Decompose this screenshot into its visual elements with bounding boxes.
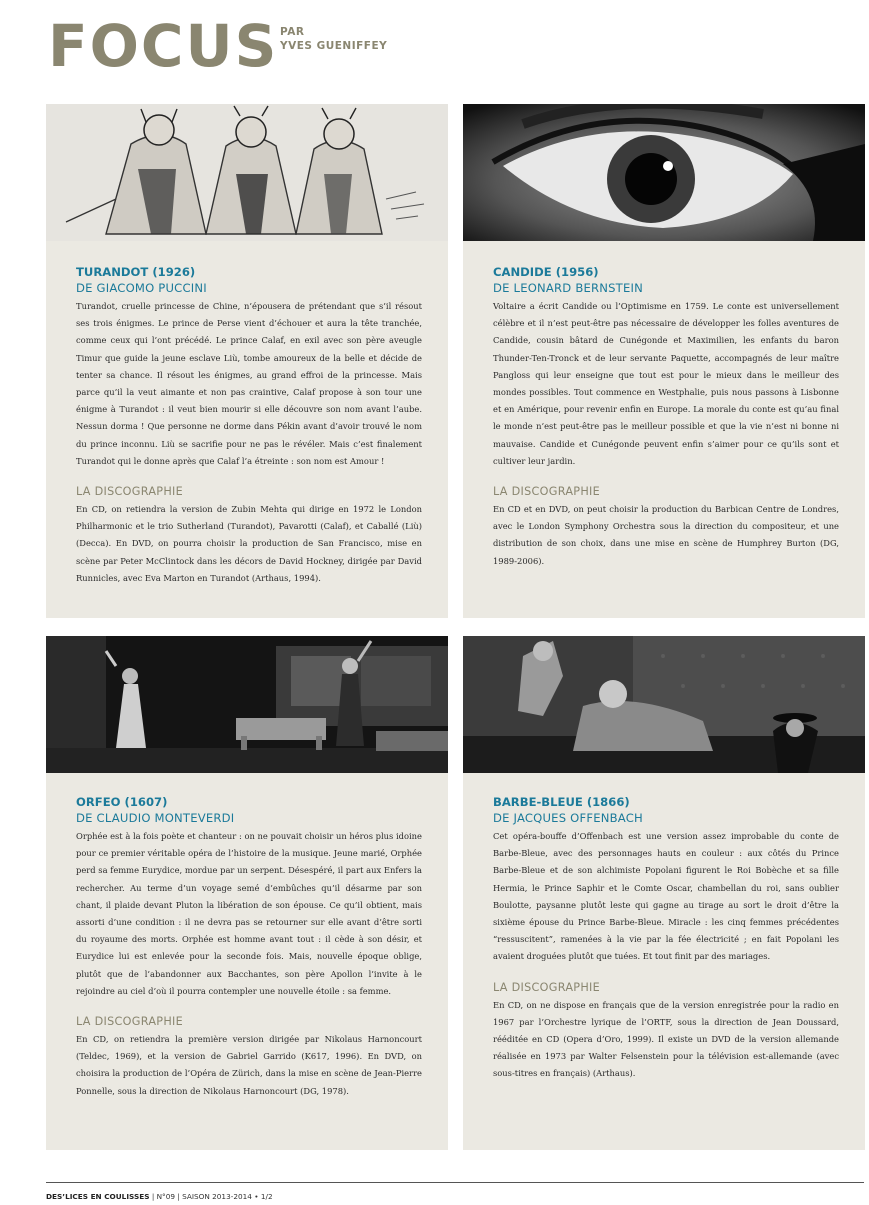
article-card-barbe-bleue [463,636,865,1150]
discography-heading: LA DISCOGRAPHIE [493,485,601,499]
card-photo [46,104,448,241]
byline-author: YVES GUENIFFEY [280,40,388,52]
card-photo [463,636,865,773]
article-card-turandot [46,104,448,618]
card-composer: DE GIACOMO PUCCINI [76,281,207,295]
card-composer: DE JACQUES OFFENBACH [493,811,643,825]
page-footer [46,1192,273,1202]
barbe-bleue-stage-image [463,636,865,773]
card-title: TURANDOT (1926) [76,265,196,279]
card-photo [46,636,448,773]
card-body [76,264,422,587]
card-synopsis: Cet opéra-bouffe d’Offenbach est une version assez improbable du conte de Barbe-Bleue, avec des personnages hauts en couleur : aux côtés du Prince Barbe-Bleue et de son alchimiste Popolani figurent le Roi Bobèche et sa fille Hermia, le Prince Saphir et le Comte Oscar, chambellan du roi, sans oublier Boulotte, paysanne plutôt leste qui gagne au tirage au sort le droit d’être la sixième épouse du Prince Barbe-Bleue. Miracle : les cinq femmes précédentes “ressuscitent”, ramenées à la vie par la fée électricité ; en fait Popolani les avaient droguées plutôt que tuées. Et tout finit par des mariages. [493,831,839,962]
discography-heading: LA DISCOGRAPHIE [493,980,601,994]
article-card-candide [463,104,865,618]
orfeo-stage-image [46,636,448,773]
card-composer: DE CLAUDIO MONTEVERDI [76,811,235,825]
discography-text: En CD, on ne dispose en français que de la version enregistrée pour la radio en 1967 par l’Orchestre lyrique de l’ORTF, sous la direction de Jean Doussard, rééditée en CD (Opera d’Oro, 1999). Il existe un DVD de la version allemande réalisée en 1973 par Walter Felsenstein pour la télévision est-allemande (avec sous-titres en français) (Arthaus). [493,999,839,1079]
card-body [493,794,839,1083]
eye-closeup-image [463,104,865,241]
article-card-orfeo [46,636,448,1150]
discography-heading: LA DISCOGRAPHIE [76,1015,184,1029]
card-photo [463,104,865,241]
card-composer: DE LEONARD BERNSTEIN [493,281,643,295]
discography-text: En CD, on retiendra la version de Zubin Mehta qui dirige en 1972 le London Philharmonic et le trio Sutherland (Turandot), Pavarotti (Calaf), et Caballé (Liù) (Decca). En DVD, on pourra choisir la production de San Francisco, mise en scène par Peter McClintock dans les décors de David Hockney, dirigée par David Runnicles, avec Eva Marton en Turandot (Arthaus, 1994). [76,504,422,583]
discography-text: En CD, on retiendra la première version dirigée par Nikolaus Harnoncourt (Teldec, 1969), et la version de Gabriel Garrido (K617, 1996). En DVD, on choisira la production de l’Opéra de Zürich, dans la mise en scène de Jean-Pierre Ponnelle, sous la direction de Nikolaus Harnoncourt (DG, 1978). [76,1034,422,1096]
card-title: BARBE-BLEUE (1866) [493,795,630,809]
page-title: FOCUS [48,12,279,80]
byline [280,25,387,53]
footer-issue: | N°09 | SAISON 2013-2014 • 1/2 [151,1192,273,1201]
footer-divider [46,1182,864,1183]
card-synopsis: Voltaire a écrit Candide ou l’Optimisme en 1759. Le conte est universellement célèbre et il n’est peut-être pas nécessaire de développer les folles aventures de Candide, cousin bâtard de Cunégonde et Maximilien, les enfants du baron Thunder-Ten-Tronck et de leur servante Paquette, accompagnés de leur maître Pangloss qui leur enseigne que tout est pour le mieux dans le meilleur des mondes possibles. Tout commence en Westphalie, puis nous passons à Lisbonne et en Amérique, pour revenir enfin en Europe. La morale du conte est qu’au final le monde n’est peut-être pas le meilleur possible et que la vie n’est ni bonne ni mauvaise. Candide et Cunégonde peuvent enfin s’aimer pour ce qu’ils sont et cultiver leur jardin. [493,301,839,466]
card-synopsis: Orphée est à la fois poète et chanteur : on ne pouvait choisir un héros plus idoine pour ce premier véritable opéra de l’histoire de la musique. Jeune marié, Orphée perd sa femme Eurydice, mordue par un serpent. Désespéré, il part aux Enfers la rechercher. Au terme d’un voyage semé d’embûches qu’il désarme par son chant, il plaide devant Pluton la libération de son épouse. Ce qu’il obtient, mais assorti d’une condition : il ne devra pas se retourner sur elle avant d’être sorti du royaume des morts. Orphée est homme avant tout : il cède à son désir, et Eurydice lui est enlevée pour la seconde fois. Mais, nouvelle époque oblige, plutôt que de l’abandonner aux Bacchantes, son père Apollon l’invite à le rejoindre au ciel d’où il pourra contempler une nouvelle étoile : sa femme. [76,831,422,996]
byline-par: PAR [280,26,305,38]
discography-heading: LA DISCOGRAPHIE [76,485,184,499]
card-synopsis: Turandot, cruelle princesse de Chine, n’épousera de prétendant que s’il résout ses trois énigmes. Le prince de Perse vient d’échouer et aura la tête tranchée, comme ceux qui l’ont précédé. Le prince Calaf, en exil avec son père aveugle Timur que guide la jeune esclave Liù, tombe amoureux de la belle et décide de tenter sa chance. Il résout les énigmes, au grand effroi de la princesse. Mais parce qu’il la veut aimante et non pas craintive, Calaf propose à son tour une énigme à Turandot : il veut bien mourir si elle découvre son nom avant l’aube. Nessun dorma ! Que personne ne dorme dans Pékin avant d’avoir trouvé le nom du prince inconnu. Liù se sacrifie pour ne pas le révéler. Mais c’est finalement Turandot qui le donne après que Calaf l’a étreinte : son nom est Amour ! [76,301,422,466]
card-title: CANDIDE (1956) [493,265,599,279]
discography-text: En CD et en DVD, on peut choisir la production du Barbican Centre de Londres, avec le London Symphony Orchestra sous la direction du compositeur, et une distribution de son choix, dans une mise en scène de Humphrey Burton (DG, 1989-2006). [493,504,839,566]
card-title: ORFEO (1607) [76,795,168,809]
card-body [76,794,422,1100]
card-body [493,264,839,570]
footer-brand: DES’LICES EN COULISSES [46,1192,150,1201]
turandot-sketch-image [46,104,448,241]
